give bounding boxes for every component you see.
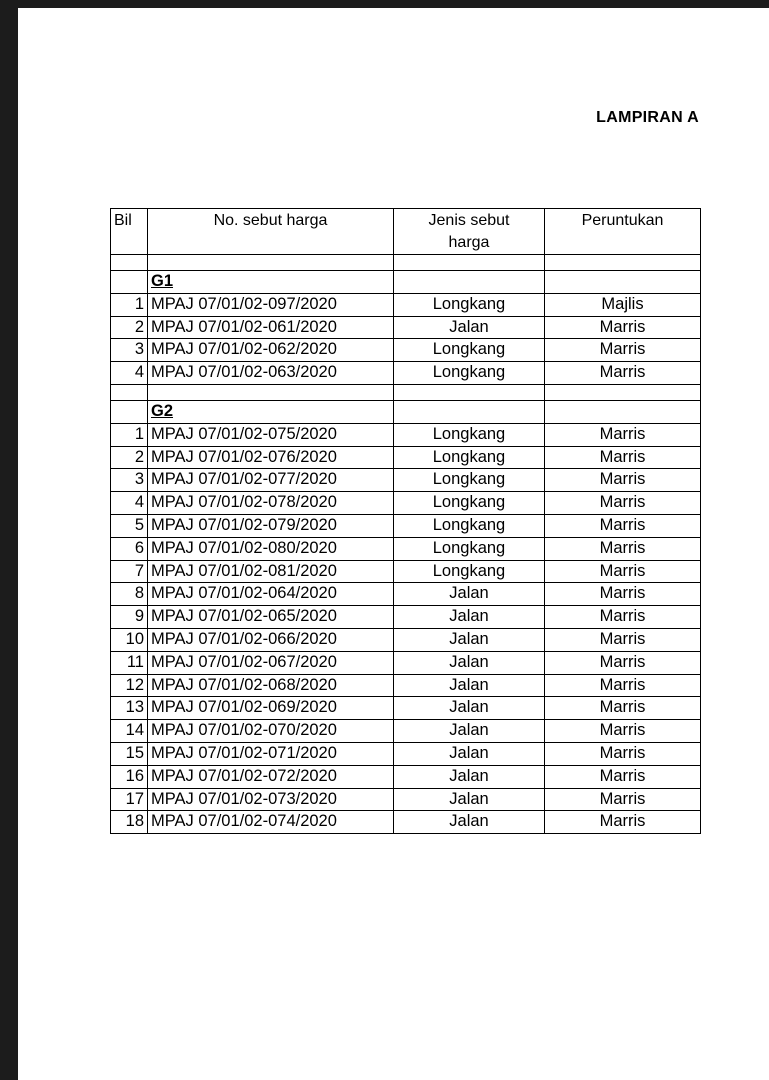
jenis-cell: Longkang [394,362,545,385]
empty-cell [394,255,545,271]
empty-cell [394,384,545,400]
no-sebut-harga-cell: MPAJ 07/01/02-066/2020 [148,628,394,651]
jenis-cell: Jalan [394,651,545,674]
group-header-row [111,400,701,423]
group-header-row [111,271,701,294]
jenis-cell: Longkang [394,423,545,446]
no-sebut-harga-cell: MPAJ 07/01/02-075/2020 [148,423,394,446]
bil-cell: 1 [111,423,148,446]
empty-cell [394,400,545,423]
table-row [111,606,701,629]
table-row [111,423,701,446]
empty-cell [111,384,148,400]
table-row [111,469,701,492]
table-row [111,788,701,811]
empty-cell [545,255,701,271]
peruntukan-cell: Marris [545,469,701,492]
spacer-row [111,384,701,400]
table-row [111,537,701,560]
empty-cell [394,271,545,294]
peruntukan-cell: Marris [545,514,701,537]
spacer-row [111,255,701,271]
quotation-table [110,208,701,834]
no-sebut-harga-cell: MPAJ 07/01/02-063/2020 [148,362,394,385]
peruntukan-cell: Marris [545,446,701,469]
document-page [18,8,769,1080]
peruntukan-cell: Marris [545,339,701,362]
table-row [111,492,701,515]
no-sebut-harga-cell: MPAJ 07/01/02-068/2020 [148,674,394,697]
no-sebut-harga-cell: MPAJ 07/01/02-064/2020 [148,583,394,606]
peruntukan-cell: Marris [545,362,701,385]
bil-cell: 2 [111,446,148,469]
jenis-cell: Longkang [394,560,545,583]
bil-cell: 3 [111,339,148,362]
header-peruntukan: Peruntukan [545,209,701,255]
peruntukan-cell: Marris [545,697,701,720]
jenis-cell: Jalan [394,674,545,697]
table-header-row [111,209,701,255]
table-row [111,514,701,537]
table-row [111,651,701,674]
peruntukan-cell: Marris [545,651,701,674]
no-sebut-harga-cell: MPAJ 07/01/02-079/2020 [148,514,394,537]
empty-cell [545,384,701,400]
jenis-cell: Jalan [394,316,545,339]
bil-cell: 6 [111,537,148,560]
jenis-cell: Jalan [394,742,545,765]
bil-cell: 18 [111,811,148,834]
bil-cell: 8 [111,583,148,606]
jenis-cell: Longkang [394,492,545,515]
empty-cell [545,400,701,423]
no-sebut-harga-cell: MPAJ 07/01/02-077/2020 [148,469,394,492]
bil-cell: 4 [111,362,148,385]
bil-cell: 9 [111,606,148,629]
no-sebut-harga-cell: MPAJ 07/01/02-080/2020 [148,537,394,560]
jenis-cell: Jalan [394,788,545,811]
table-row [111,811,701,834]
table-row [111,583,701,606]
document-title: LAMPIRAN A [596,109,699,126]
no-sebut-harga-cell: MPAJ 07/01/02-069/2020 [148,697,394,720]
jenis-cell: Longkang [394,537,545,560]
table-row [111,628,701,651]
no-sebut-harga-cell: MPAJ 07/01/02-097/2020 [148,293,394,316]
bil-cell: 11 [111,651,148,674]
bil-cell: 7 [111,560,148,583]
group-label: G2 [148,400,394,423]
bil-cell: 3 [111,469,148,492]
bil-cell: 4 [111,492,148,515]
bil-cell: 17 [111,788,148,811]
peruntukan-cell: Marris [545,560,701,583]
no-sebut-harga-cell: MPAJ 07/01/02-071/2020 [148,742,394,765]
jenis-cell: Jalan [394,811,545,834]
empty-cell [148,384,394,400]
bil-cell: 15 [111,742,148,765]
bil-cell: 5 [111,514,148,537]
group-label: G1 [148,271,394,294]
empty-cell [545,271,701,294]
table-row [111,362,701,385]
bil-cell: 13 [111,697,148,720]
table-row [111,316,701,339]
peruntukan-cell: Marris [545,765,701,788]
no-sebut-harga-cell: MPAJ 07/01/02-070/2020 [148,720,394,743]
jenis-cell: Longkang [394,469,545,492]
table-body [111,255,701,834]
bil-cell: 10 [111,628,148,651]
peruntukan-cell: Marris [545,537,701,560]
jenis-cell: Jalan [394,697,545,720]
jenis-cell: Longkang [394,514,545,537]
no-sebut-harga-cell: MPAJ 07/01/02-074/2020 [148,811,394,834]
jenis-cell: Jalan [394,606,545,629]
table-row [111,560,701,583]
no-sebut-harga-cell: MPAJ 07/01/02-065/2020 [148,606,394,629]
no-sebut-harga-cell: MPAJ 07/01/02-076/2020 [148,446,394,469]
peruntukan-cell: Marris [545,492,701,515]
table-row [111,720,701,743]
peruntukan-cell: Marris [545,583,701,606]
peruntukan-cell: Majlis [545,293,701,316]
peruntukan-cell: Marris [545,674,701,697]
jenis-cell: Longkang [394,446,545,469]
jenis-cell: Jalan [394,720,545,743]
jenis-cell: Longkang [394,293,545,316]
jenis-cell: Jalan [394,765,545,788]
table-row [111,293,701,316]
empty-cell [111,271,148,294]
jenis-cell: Jalan [394,583,545,606]
bil-cell: 16 [111,765,148,788]
no-sebut-harga-cell: MPAJ 07/01/02-078/2020 [148,492,394,515]
peruntukan-cell: Marris [545,720,701,743]
no-sebut-harga-cell: MPAJ 07/01/02-062/2020 [148,339,394,362]
header-no-sebut-harga: No. sebut harga [148,209,394,255]
header-jenis-sebut-harga: Jenis sebut harga [394,209,545,255]
table-row [111,697,701,720]
bil-cell: 2 [111,316,148,339]
peruntukan-cell: Marris [545,628,701,651]
peruntukan-cell: Marris [545,316,701,339]
no-sebut-harga-cell: MPAJ 07/01/02-081/2020 [148,560,394,583]
jenis-cell: Longkang [394,339,545,362]
peruntukan-cell: Marris [545,606,701,629]
no-sebut-harga-cell: MPAJ 07/01/02-073/2020 [148,788,394,811]
table-row [111,742,701,765]
no-sebut-harga-cell: MPAJ 07/01/02-072/2020 [148,765,394,788]
empty-cell [111,400,148,423]
table-row [111,765,701,788]
bil-cell: 12 [111,674,148,697]
empty-cell [111,255,148,271]
no-sebut-harga-cell: MPAJ 07/01/02-061/2020 [148,316,394,339]
bil-cell: 1 [111,293,148,316]
table-row [111,674,701,697]
empty-cell [148,255,394,271]
peruntukan-cell: Marris [545,811,701,834]
peruntukan-cell: Marris [545,742,701,765]
no-sebut-harga-cell: MPAJ 07/01/02-067/2020 [148,651,394,674]
peruntukan-cell: Marris [545,423,701,446]
header-bil: Bil [111,209,148,255]
bil-cell: 14 [111,720,148,743]
table-row [111,339,701,362]
table-row [111,446,701,469]
peruntukan-cell: Marris [545,788,701,811]
jenis-cell: Jalan [394,628,545,651]
